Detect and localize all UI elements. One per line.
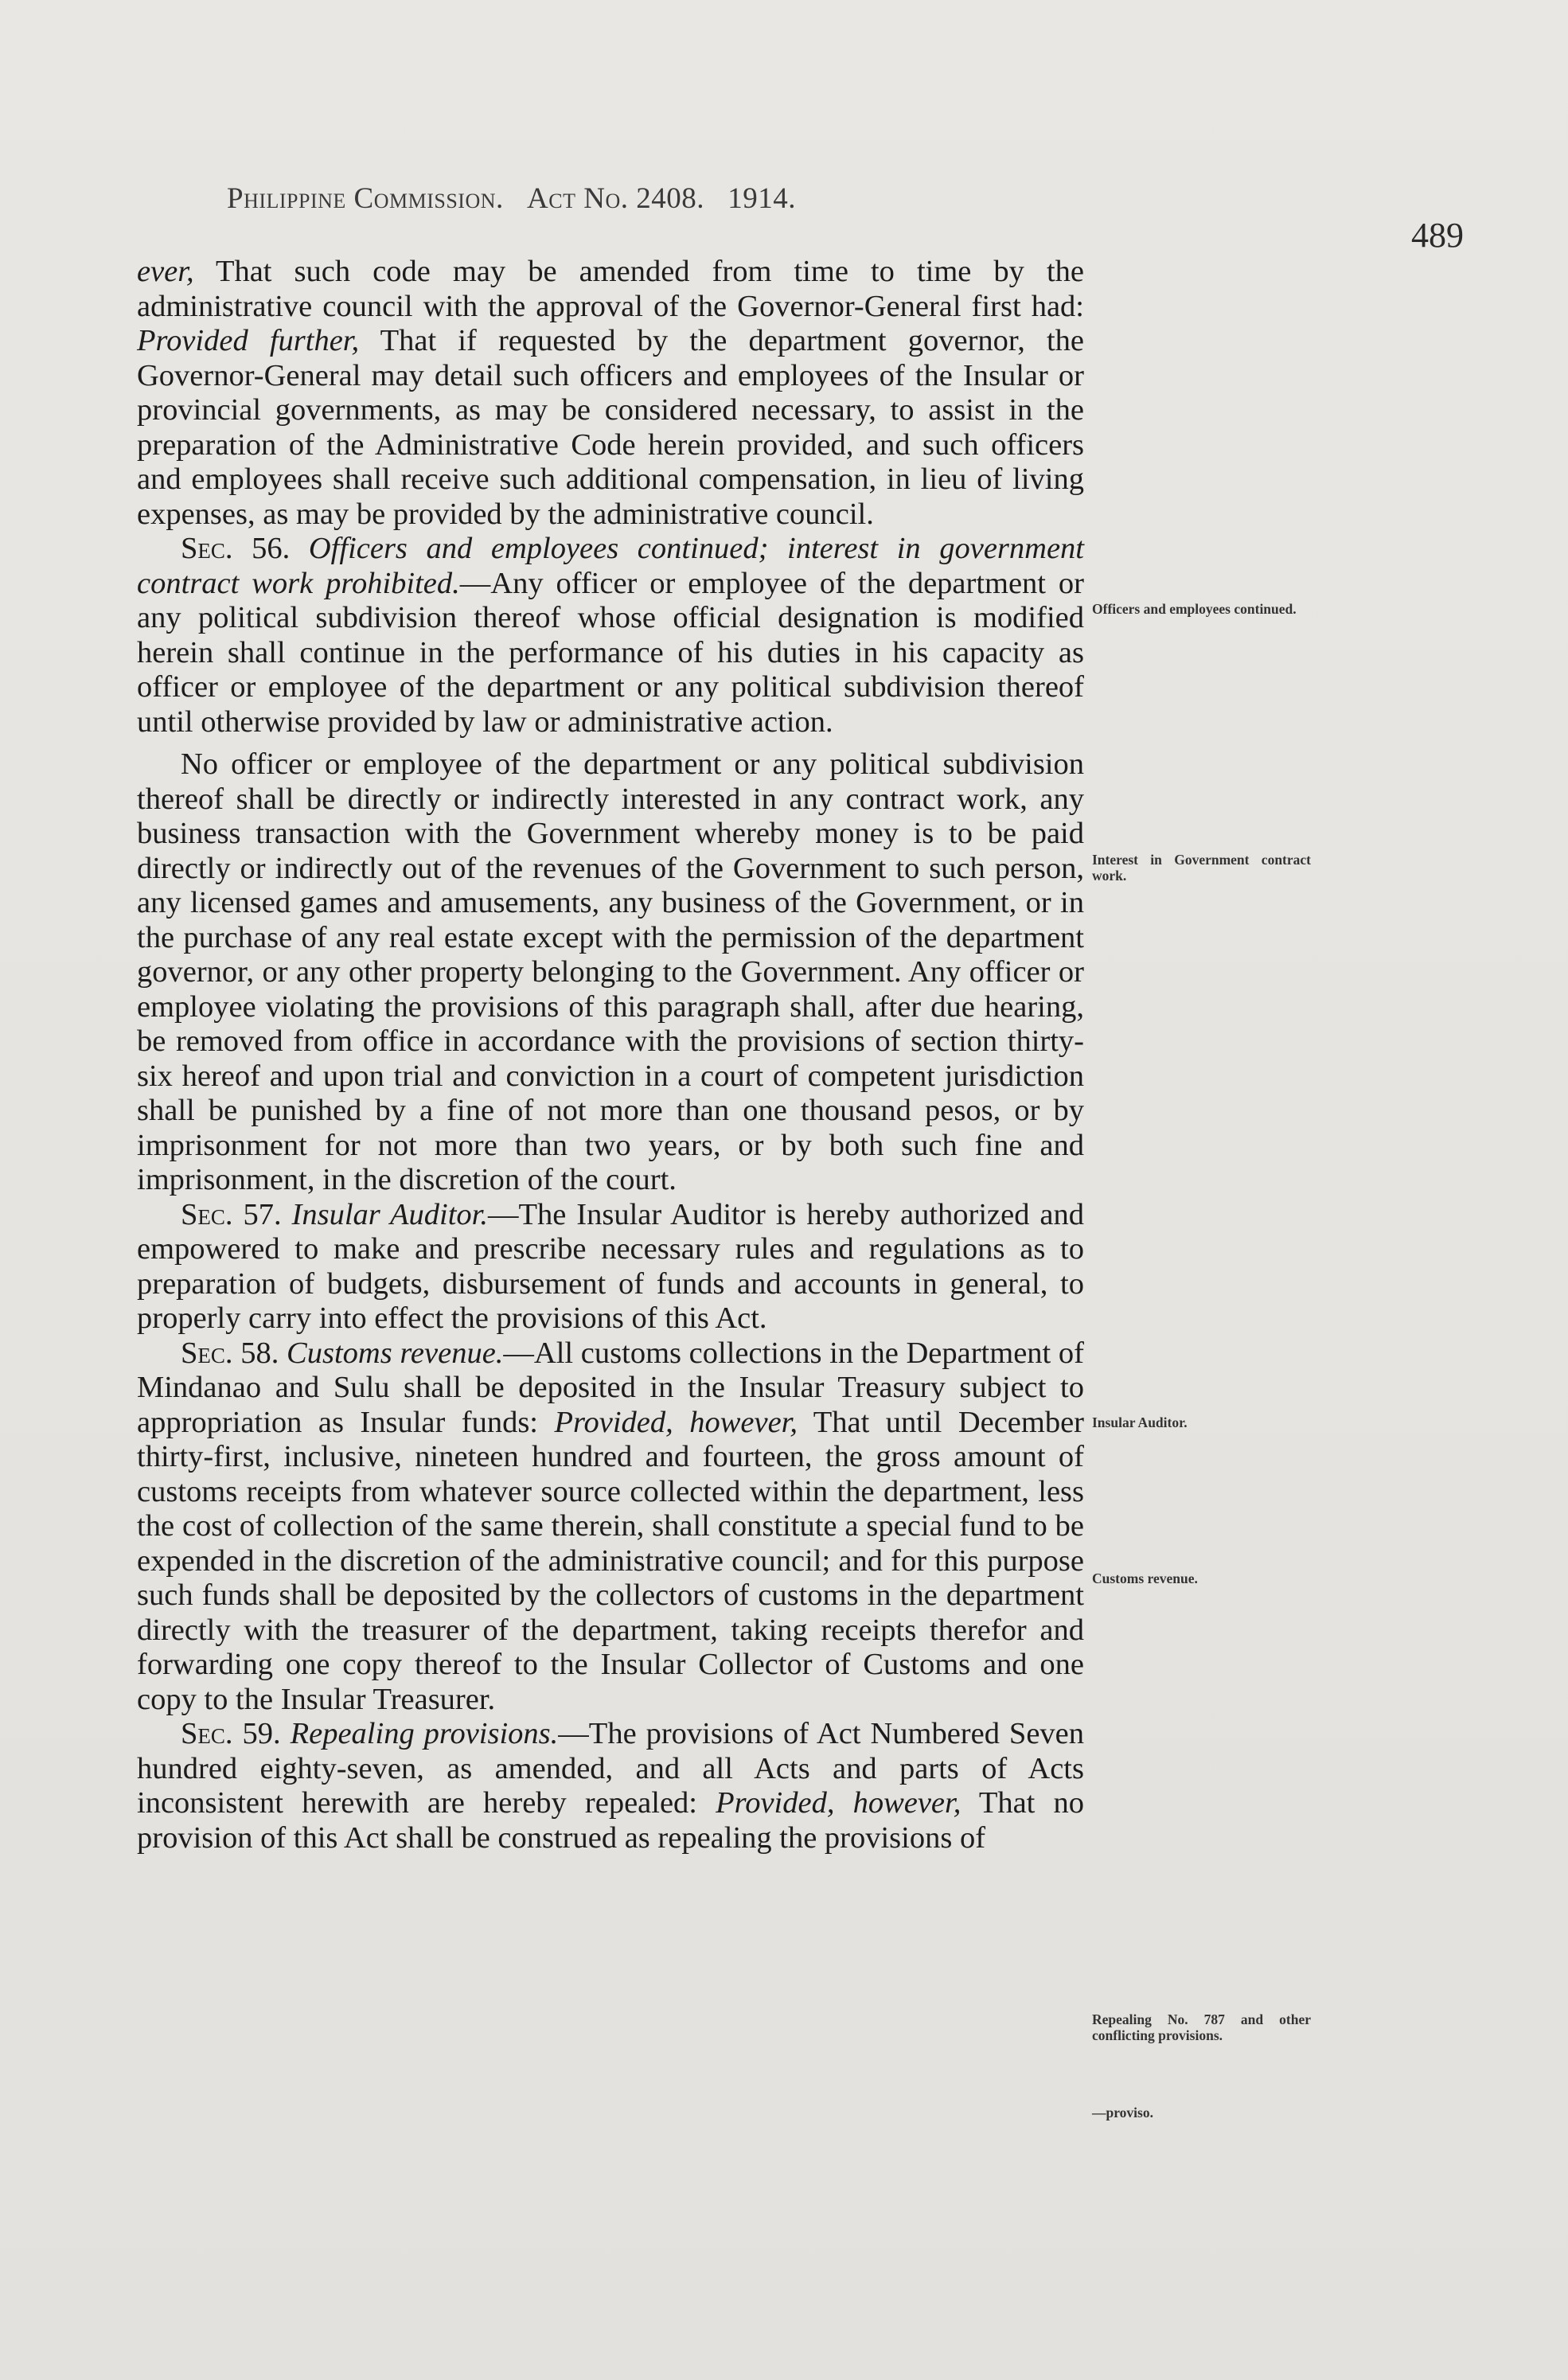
section-number: Sec. 57. xyxy=(181,1197,282,1231)
sidenote-customs: Customs revenue. xyxy=(1092,1570,1198,1586)
section-number: Sec. 59. xyxy=(181,1717,281,1750)
paragraph-continuation: ever, That such code may be amended from time to time by the administrative council with the approval of the Governor-General first had: Provided further, That if requested by the department governor, the Governor-General may detail such officers and employees of the Insular or provincial governments, as may be considered necessary, to assist in the preparation of the Administrative Code herein provided, and such officers and employees shall receive such additional compensation, in lieu of living expenses, as may be provided by the administrative council. xyxy=(137,255,1085,531)
body-text xyxy=(137,255,1084,1855)
page-number: 489 xyxy=(1411,216,1464,255)
section-title: Officers and employees continued; interest in government contract work prohibited. xyxy=(137,532,1084,600)
running-head-act: Act No. 2408. xyxy=(527,182,704,215)
running-head-commission: Philippine Commission. xyxy=(227,182,504,215)
sidenote-auditor: Insular Auditor. xyxy=(1092,1414,1188,1430)
section-number: Sec. 56. xyxy=(181,532,291,565)
sidenote-proviso: —proviso. xyxy=(1092,2105,1153,2121)
sidenote-repealing: Repealing No. 787 and other conflicting provisions. xyxy=(1092,2011,1311,2043)
section-title: Repealing provisions. xyxy=(290,1717,559,1750)
section-number: Sec. 58. xyxy=(181,1336,279,1370)
paragraph-sec-58: Sec. 58. Customs revenue.—All customs collections in the Department of Mindanao and Sulu shall be deposited in the Insular Treasury subject to appropriation as Insular funds: Provided, however, That until December thirty-first, inclusive, nineteen hundred and fourteen, the gross amount of customs receipts from whatever source collected within the department, less the cost of collection of the same therein, shall constitute a special fund to be expended in the discretion of the administrative council; and for this purpose such funds shall be deposited by the collectors of customs in the department directly with the treasurer of the department, taking receipts therefor and forwarding one copy thereof to the Insular Collector of Customs and one copy to the Insular Treasurer. xyxy=(137,1336,1084,1716)
sidenote-officers: Officers and employees continued. xyxy=(1092,601,1297,617)
running-head xyxy=(227,181,796,216)
paragraph-sec-59: Sec. 59. Repealing provisions.—The provisions of Act Numbered Seven hundred eighty-seven, as amended, and all Acts and parts of Acts inconsistent herewith are hereby repealed: Provided, however, That no provision of this Act shall be construed as repealing the provisions of xyxy=(137,1717,1085,1855)
section-title: Customs revenue. xyxy=(287,1336,504,1370)
sidenote-interest: Interest in Government contract work. xyxy=(1092,852,1311,884)
paragraph-sec-57: Sec. 57. Insular Auditor.—The Insular Auditor is hereby authorized and empowered to make and prescribe necessary rules and regulations as to preparation of budgets, disbursement of funds and accounts in general, to properly carry into effect the provisions of this Act. xyxy=(137,1197,1084,1335)
paragraph-interest: No officer or employee of the department or any political subdivision thereof shall be directly or indirectly interested in any contract work, any business transaction with the Government whereby money is to be paid directly or indirectly out of the revenues of the Government to such person, any licensed games and amusements, any business of the Government, or in the purchase of any real estate except with the permission of the department governor, or any other property belonging to the Government. Any officer or employee violating the provisions of this paragraph shall, after due hearing, be removed from office in accordance with the provisions of section thirty-six hereof and upon trial and conviction in a court of competent jurisdiction shall be punished by a fine of not more than one thousand pesos, or by imprisonment for not more than two years, or by both such fine and imprisonment, in the discretion of the court. xyxy=(137,747,1084,1196)
running-head-year: 1914. xyxy=(727,182,796,215)
paragraph-sec-56: Sec. 56. Officers and employees continued; interest in government contract work prohibited.—Any officer or employee of the department or any political subdivision thereof whose official designation is modified herein shall continue in the performance of his duties in his capacity as officer or employee of the department or any political subdivision thereof until otherwise provided by law or administrative action. xyxy=(137,532,1084,739)
section-title: Insular Auditor. xyxy=(291,1197,489,1231)
